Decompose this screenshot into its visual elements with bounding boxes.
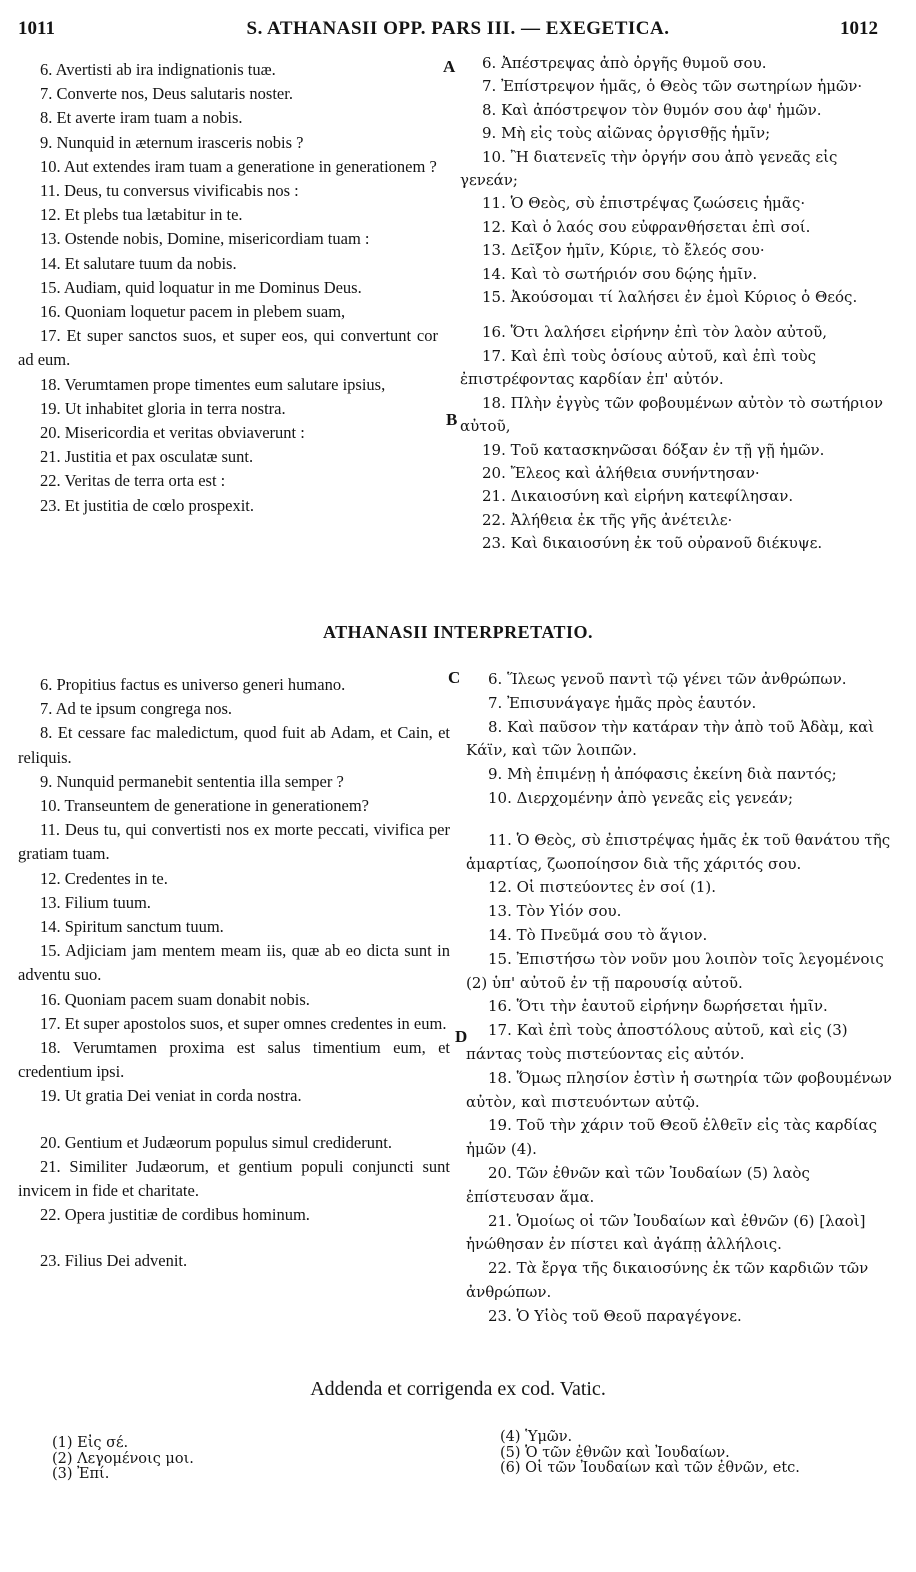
latin-psalm-verse-12: 12. Et plebs tua lætabitur in te. [40,205,243,225]
latin-interp-verse-10: 10. Transeuntem de generatione in generationem? [40,796,369,816]
page-number-left: 1011 [18,18,55,39]
latin-psalm-verse-23: 23. Et justitia de cœlo prospexit. [40,495,255,515]
verse-gap [466,811,894,829]
latin-interp-verse-13: 13. Filium tuum. [40,892,151,912]
latin-interp-verse-22: 22. Opera justitiæ de cordibus hominum. [40,1205,310,1225]
greek-interp-verse-21: 21. Ὁμοίως οἱ τῶν Ἰουδαίων καὶ ἐθνῶν (6) [λαοὶ] ἡνώθησαν ἐν πίστει καὶ ἀγάπῃ ἀλλήλοις. [466,1211,866,1254]
latin-interp-verse-6: 6. Propitius factus es universo generi humano. [40,675,346,694]
greek-psalm-verse-6: 6. Ἀπέστρεψας ἀπὸ ὀργῆς θυμοῦ σου. [482,54,767,72]
section-title: ATHANASII INTERPRETATIO. [322,622,594,642]
latin-psalm-verse-20: 20. Misericordia et veritas obviaverunt : [40,423,305,443]
latin-psalm-verse-21: 21. Justitia et pax osculatæ sunt. [40,447,254,467]
latin-interp-verse-14: 14. Spiritum sanctum tuum. [40,917,224,937]
greek-interp-verse-11: 11. Ὁ Θεὸς, σὺ ἐπιστρέψας ἡμᾶς ἐκ τοῦ θανάτου τῆς ἁμαρτίας, ζωοποίησον διὰ τῆς χάριτός σου. [466,830,891,873]
margin-marker-c: C [448,668,461,687]
footnote-2: (2) Λεγομένοις μοι. [52,1450,194,1467]
latin-psalm-verse-10: 10. Aut extendes iram tuam a generatione in generationem ? [40,156,437,176]
greek-interp-verse-15: 15. Ἐπιστήσω τὸν νοῦν μου λοιπὸν τοῖς λεγομένοις (2) ὑπ' αὐτοῦ ἐν τῇ παρουσίᾳ αὐτοῦ. [466,949,884,992]
footnote-4: (4) Ὑμῶν. [500,1429,573,1445]
latin-interp-verse-16: 16. Quoniam pacem suam donabit nobis. [40,989,310,1009]
latin-interp-verse-7: 7. Ad te ipsum congrega nos. [40,699,233,719]
greek-psalm-column [460,52,890,556]
greek-psalm-verse-9: 9. Μὴ εἰς τοὺς αἰῶνας ὀργισθῇς ἡμῖν; [482,124,771,143]
latin-interp-verse-9: 9. Nunquid permanebit sententia illa semper ? [40,771,344,791]
latin-interp-verse-17: 17. Et super apostolos suos, et super omnes credentes in eum. [40,1013,447,1033]
latin-psalm-verse-9: 9. Nunquid in æternum irasceris nobis ? [40,132,304,152]
greek-psalm-verse-18: 18. Πλὴν ἐγγὺς τῶν φοβουμένων αὐτὸν τὸ σωτήριον αὐτοῦ, [460,393,884,436]
latin-interp-verse-12: 12. Credentes in te. [40,868,168,888]
greek-psalm-verse-22: 22. Ἀλήθεια ἐκ τῆς γῆς ἀνέτειλε· [482,510,733,529]
footnote-6: (6) Οἱ τῶν Ἰουδαίων καὶ τῶν ἐθνῶν, etc. [500,1460,800,1476]
latin-psalm-verse-13: 13. Ostende nobis, Domine, misericordiam tuam : [40,229,370,249]
footnote-1: (1) Εἰς σέ. [52,1435,129,1451]
greek-psalm-verse-21: 21. Δικαιοσύνη καὶ εἰρήνη κατεφίλησαν. [482,487,794,506]
greek-psalm-verse-23: 23. Καὶ δικαιοσύνη ἐκ τοῦ οὐρανοῦ διέκυψε. [482,534,823,553]
latin-psalm-verse-22: 22. Veritas de terra orta est : [40,471,226,491]
latin-psalm-verse-17: 17. Et super sanctos suos, et super eos, qui convertunt cor ad eum. [18,326,438,370]
latin-psalm-verse-8: 8. Et averte iram tuam a nobis. [40,108,243,128]
greek-interp-verse-19: 19. Τοῦ τὴν χάριν τοῦ Θεοῦ ἐλθεῖν εἰς τὰς καρδίας ἡμῶν (4). [466,1116,878,1159]
footnote-3: (3) Ἐπί. [52,1466,110,1482]
greek-psalm-verse-15: 15. Ἀκούσομαι τί λαλήσει ἐν ἐμοὶ Κύριος ὁ Θεός. [482,288,858,307]
greek-interp-verse-20: 20. Τῶν ἐθνῶν καὶ τῶν Ἰουδαίων (5) λαὸς ἐπίστευσαν ἅμα. [466,1163,810,1206]
greek-interp-verse-17: 17. Καὶ ἐπὶ τοὺς ἀποστόλους αὐτοῦ, καὶ εἰς (3) πάντας τοὺς πιστεύοντας εἰς αὐτόν. [466,1021,848,1063]
greek-psalm-verse-11: 11. Ὁ Θεὸς, σὺ ἐπιστρέψας ζωώσεις ἡμᾶς· [482,194,806,213]
latin-interp-verse-18: 18. Verumtamen proxima est salus timentium eum, et credentium ipsi. [18,1038,450,1082]
greek-psalm-verse-14: 14. Καὶ τὸ σωτήριόν σου δῴης ἡμῖν. [482,264,758,283]
footnotes-left [52,1436,194,1483]
greek-psalm-verse-19: 19. Τοῦ κατασκηνῶσαι δόξαν ἐν τῇ γῇ ἡμῶν. [482,440,825,459]
footnotes-right [500,1430,800,1477]
greek-interpretation-column [466,668,894,1329]
latin-psalm-verse-6: 6. Avertisti ab ira indignationis tuæ. [40,60,276,79]
latin-interp-verse-11: 11. Deus tu, qui convertisti nos ex morte peccati, vivifica per gratiam tuam. [18,820,450,864]
latin-psalm-verse-16: 16. Quoniam loquetur pacem in plebem suam, [40,302,346,322]
page-header [0,14,916,44]
greek-interp-verse-16: 16. Ὅτι τὴν ἑαυτοῦ εἰρήνην δωρήσεται ἡμῖν. [488,997,828,1016]
latin-interp-verse-21: 21. Similiter Judæorum, et gentium populi conjuncti sunt invicem in fide et charitate. [18,1156,450,1201]
margin-marker-a: A [443,57,456,76]
latin-psalm-verse-15: 15. Audiam, quid loquatur in me Dominus Deus. [40,277,362,297]
greek-interp-verse-12: 12. Οἱ πιστεύοντες ἐν σοί (1). [488,878,716,897]
greek-interp-verse-14: 14. Τὸ Πνεῦμά σου τὸ ἅγιον. [488,925,708,944]
greek-psalm-verse-10: 10. Ἢ διατενεῖς τὴν ὀργήν σου ἀπὸ γενεᾶς εἰς γενεάν; [460,147,838,190]
greek-psalm-verse-12: 12. Καὶ ὁ λαός σου εὐφρανθήσεται ἐπὶ σοί. [482,217,811,236]
greek-psalm-verse-16: 16. Ὅτι λαλήσει εἰρήνην ἐπὶ τὸν λαὸν αὐτοῦ, [482,323,828,342]
margin-marker-b: B [446,410,458,429]
greek-psalm-verse-17: 17. Καὶ ἐπὶ τοὺς ὁσίους αὐτοῦ, καὶ ἐπὶ τοὺς ἐπιστρέφοντας καρδίαν ἐπ' αὐτόν. [460,346,817,389]
greek-psalm-verse-8: 8. Καὶ ἀπόστρεψον τὸν θυμόν σου ἀφ' ἡμῶν. [482,100,822,119]
latin-psalm-verse-7: 7. Converte nos, Deus salutaris noster. [40,84,293,104]
verse-gap [18,1109,450,1131]
greek-psalm-verse-20: 20. Ἔλεος καὶ ἀλήθεια συνήντησαν· [482,463,760,482]
greek-interp-verse-22: 22. Τὰ ἔργα τῆς δικαιοσύνης ἐκ τῶν καρδιῶν τῶν ἀνθρώπων. [466,1259,869,1301]
footnote-5: (5) Ὁ τῶν ἐθνῶν καὶ Ἰουδαίων. [500,1444,730,1461]
latin-interp-verse-19: 19. Ut gratia Dei veniat in corda nostra. [40,1086,302,1106]
latin-psalm-verse-14: 14. Et salutare tuum da nobis. [40,253,237,273]
greek-interp-verse-6: 6. Ἵλεως γενοῦ παντὶ τῷ γένει τῶν ἀνθρώπων. [488,670,847,688]
verse-gap [460,309,890,321]
greek-interp-verse-23: 23. Ὁ Υἱὸς τοῦ Θεοῦ παραγέγονε. [488,1306,742,1325]
latin-interpretation-column [18,673,450,1274]
greek-interp-verse-18: 18. Ὅμως πλησίον ἐστὶν ἡ σωτηρία τῶν φοβουμένων αὐτὸν, καὶ πιστευόντων αὐτῷ. [466,1068,892,1111]
margin-marker-d: D [455,1027,468,1046]
page-number-right: 1012 [840,18,878,39]
latin-interp-verse-20: 20. Gentium et Judæorum populus simul crediderunt. [40,1132,392,1152]
greek-psalm-verse-13: 13. Δεῖξον ἡμῖν, Κύριε, τὸ ἔλεός σου· [482,241,765,260]
greek-interp-verse-9: 9. Μὴ ἐπιμένῃ ἡ ἀπόφασις ἐκείνη διὰ παντός; [488,765,837,784]
running-title: S. ATHANASII OPP. PARS III. — EXEGETICA. [246,18,670,39]
latin-psalm-verse-11: 11. Deus, tu conversus vivificabis nos : [40,181,299,201]
addenda-title: Addenda et corrigenda ex cod. Vatic. [310,1378,606,1400]
latin-psalm-column [18,58,438,518]
greek-psalm-verse-7: 7. Ἐπίστρεψον ἡμᾶς, ὁ Θεὸς τῶν σωτηρίων ἡμῶν· [482,77,863,96]
latin-psalm-verse-18: 18. Verumtamen prope timentes eum salutare ipsius, [40,374,386,394]
greek-interp-verse-10: 10. Διερχομένην ἀπὸ γενεᾶς εἰς γενεάν; [488,788,794,807]
greek-interp-verse-8: 8. Καὶ παῦσον τὴν κατάραν τὴν ἀπὸ τοῦ Ἀδὰμ, καὶ Κάϊν, καὶ τῶν λοιπῶν. [466,717,875,760]
latin-psalm-verse-19: 19. Ut inhabitet gloria in terra nostra. [40,398,286,418]
latin-interp-verse-23: 23. Filius Dei advenit. [40,1251,188,1271]
verse-gap [18,1227,450,1249]
latin-interp-verse-8: 8. Et cessare fac maledictum, quod fuit ab Adam, et Cain, et reliquis. [18,723,450,767]
greek-interp-verse-13: 13. Τὸν Υἱόν σου. [488,902,622,921]
latin-interp-verse-15: 15. Adjiciam jam mentem meam iis, quæ ab eo dicta sunt in adventu suo. [18,941,450,985]
greek-interp-verse-7: 7. Ἐπισυνάγαγε ἡμᾶς πρὸς ἑαυτόν. [488,693,757,712]
